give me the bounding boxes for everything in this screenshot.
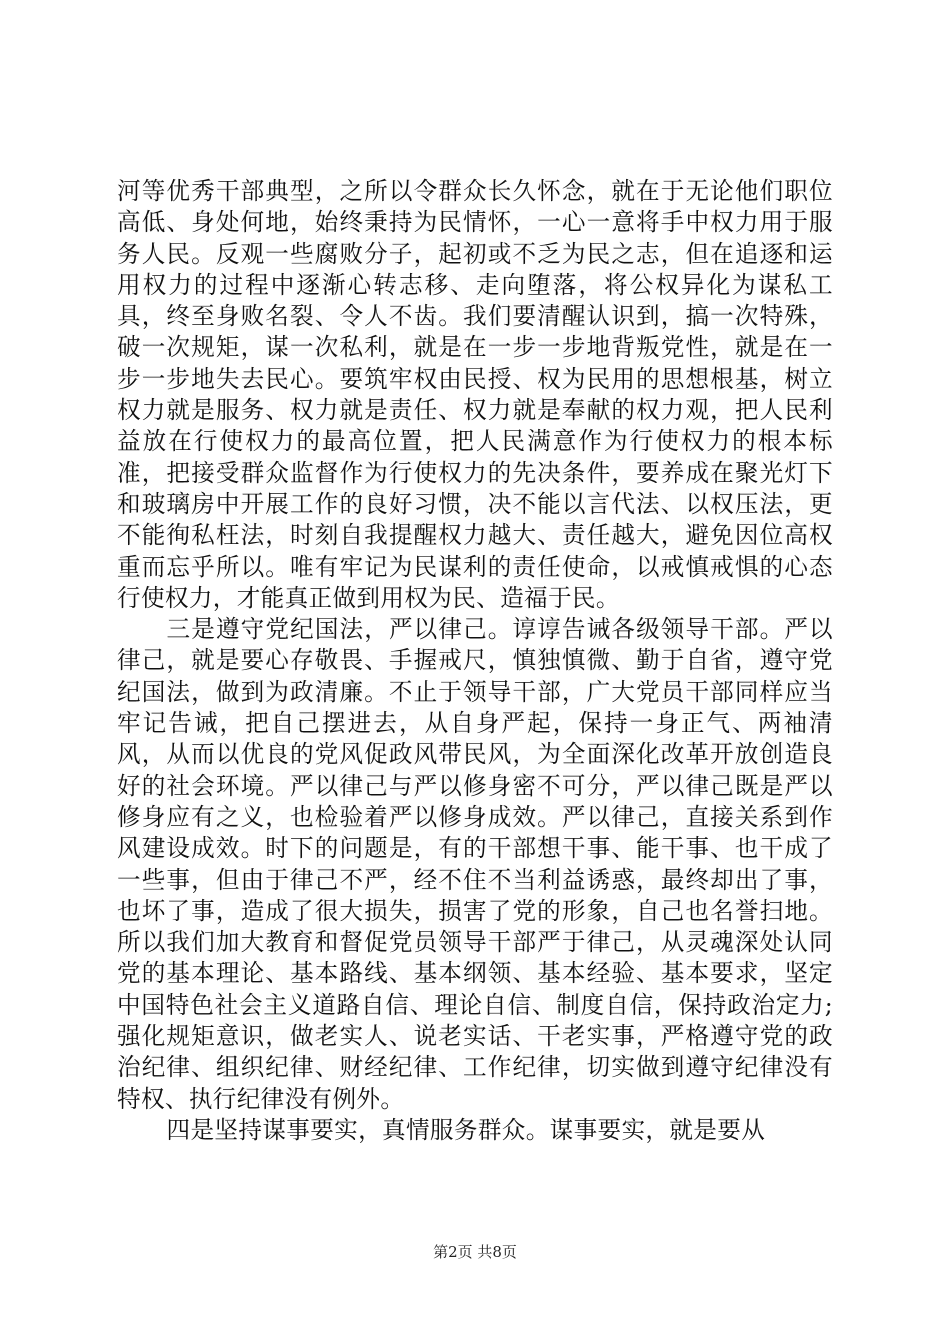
paragraph-power-for-people: 河等优秀干部典型，之所以令群众长久怀念，就在于无论他们职位高低、身处何地，始终秉持为民情怀，一心一意将手中权力用于服务人民。反观一些腐败分子，起初或不乏为民之志，但在追逐和运用权力的过程中逐渐心转志移、走向堕落，将公权异化为谋私工具，终至身败名裂、令人不齿。我们要清醒认识到，搞一次特殊，破一次规矩，谋一次私利，就是在一步一步地背叛党性，就是在一步一步地失去民心。要筑牢权由民授、权为民用的思想根基，树立权力就是服务、权力就是责任、权力就是奉献的权力观，把人民利益放在行使权力的最高位置，把人民满意作为行使权力的根本标准，把接受群众监督作为行使权力的先决条件，要养成在聚光灯下和玻璃房中开展工作的良好习惯，决不能以言代法、以权压法，更不能徇私枉法，时刻自我提醒权力越大、责任越大，避免因位高权重而忘乎所以。唯有牢记为民谋利的责任使命，以戒慎戒惧的心态行使权力，才能真正做到用权为民、造福于民。 [117,177,833,612]
paragraph-practical-planning: 四是坚持谋事要实，真情服务群众。谋事要实，就是要从 [166,1115,766,1144]
paragraph-strict-self-discipline: 三是遵守党纪国法，严以律己。谆谆告诫各级领导干部。严以律己，就是要心存敬畏、手握戒尺，慎独慎微、勤于自省，遵守党纪国法，做到为政清廉。不止于领导干部，广大党员干部同样应当牢记告诫，把自己摆进去，从自身严起，保持一身正气、两袖清风，从而以优良的党风促政风带民风，为全面深化改革开放创造良好的社会环境。严以律己与严以修身密不可分，严以律己既是严以修身应有之义，也检验着严以修身成效。严以律己，直接关系到作风建设成效。时下的问题是，有的干部想干事、能干事、也干成了一些事，但由于律己不严，经不住不当利益诱惑，最终却出了事，也坏了事，造成了很大损失，损害了党的形象，自己也名誉扫地。所以我们加大教育和督促党员领导干部严于律己，从灵魂深处认同党的基本理论、基本路线、基本纲领、基本经验、基本要求，坚定中国特色社会主义道路自信、理论自信、制度自信，保持政治定力;强化规矩意识，做老实人、说老实话、干老实事，严格遵守党的政治纪律、组织纪律、财经纪律、工作纪律，切实做到遵守纪律没有特权、执行纪律没有例外。 [117,615,833,1113]
page-footer: 第2页 共8页 [433,1243,517,1261]
document-body [117,176,833,1146]
